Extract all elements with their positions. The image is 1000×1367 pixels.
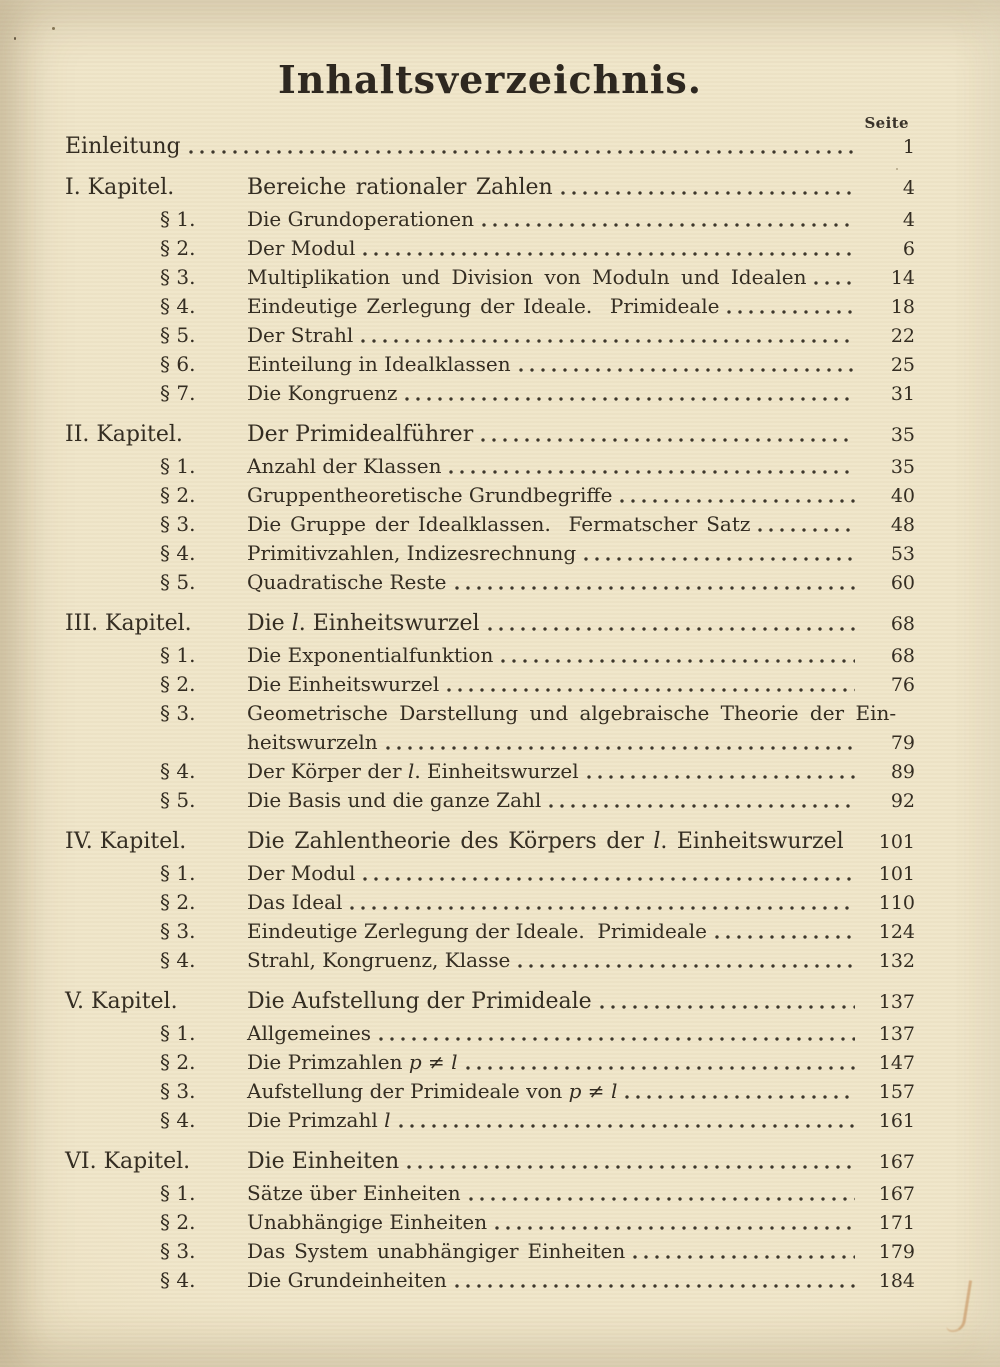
section-number: § 4. [160,1108,196,1132]
section-row [65,1019,915,1048]
page-number: 14 [890,267,915,289]
page-number: 76 [890,674,915,696]
entry-title: Das System unabhängiger Einheiten [247,1239,626,1263]
dot-leader [727,310,855,314]
section-row [65,1208,915,1237]
entry-title: Anzahl der Klassen [247,454,442,478]
section-number: § 3. [160,701,196,725]
chapter-row [65,827,915,856]
chapter-number: IV. Kapitel. [65,829,187,854]
chapter-number: III. Kapitel. [65,611,192,636]
page-number: 4 [902,177,915,199]
dot-leader [455,586,856,590]
page-number: 101 [878,863,915,885]
section-row [65,1106,915,1135]
section-number: § 4. [160,948,196,972]
entry-title: Die Gruppe der Idealklassen. Fermatscher Satz [247,512,751,536]
entry-title: Multiplikation und Division von Moduln und Idealen [247,265,807,289]
entry-title: Eindeutige Zerlegung der Ideale. Primideale [247,294,720,318]
toc-entry-einleitung [65,132,915,161]
section-row [65,786,915,815]
chapter-title: Die Aufstellung der Primideale [247,989,592,1014]
section-number: § 2. [160,483,196,507]
dot-leader [561,191,855,195]
page-number: 89 [890,761,915,783]
entry-title: Primitivzahlen, Indizesrechnung [247,541,577,565]
section-row [65,917,915,946]
paper-speck [52,27,55,30]
chapter-row [65,420,915,449]
dot-leader [758,528,855,532]
dot-leader [363,877,855,881]
section-row [65,1266,915,1295]
page-number: 147 [878,1052,915,1074]
page-number: 79 [890,732,915,754]
section-number: § 2. [160,672,196,696]
page-number: 48 [890,514,915,536]
dot-leader [625,1095,855,1099]
section-row [65,1179,915,1208]
section-row [65,263,915,292]
entry-title: Der Modul [247,236,356,260]
entry-title: Die Grundoperationen [247,207,474,231]
dot-leader [189,150,855,154]
entry-title: Die Basis und die ganze Zahl [247,788,542,812]
section-number: § 1. [160,1181,196,1205]
page-number: 171 [878,1212,915,1234]
entry-title: Gruppentheoretische Grundbegriffe [247,483,613,507]
section-row-wrapped-line2 [65,728,915,757]
section-number: § 1. [160,207,196,231]
chapter-row [65,173,915,202]
page-number: 137 [878,1023,915,1045]
section-number: § 5. [160,323,196,347]
section-row [65,859,915,888]
entry-title: Die Exponentialfunktion [247,643,494,667]
section-row [65,539,915,568]
dot-leader [481,438,855,442]
page-number: 184 [878,1270,915,1292]
dot-leader [814,281,855,285]
page-number: 6 [902,238,915,260]
chapter-row [65,987,915,1016]
entry-title: Die Einheitswurzel [247,672,440,696]
dot-leader [449,470,855,474]
section-row [65,757,915,786]
section-number: § 4. [160,759,196,783]
page-number: 60 [890,572,915,594]
entry-title: Das Ideal [247,890,343,914]
page-number: 35 [890,456,915,478]
page-number: 4 [902,209,915,231]
section-row [65,641,915,670]
section-number: § 1. [160,1021,196,1045]
section-row [65,670,915,699]
section-row [65,205,915,234]
dot-leader [549,804,855,808]
page-number: 101 [878,831,915,853]
dot-leader [519,368,855,372]
section-number: § 1. [160,643,196,667]
chapter-row [65,609,915,638]
entry-title: Der Modul [247,861,356,885]
page-number: 25 [890,354,915,376]
page-number: 110 [878,892,915,914]
section-row [65,292,915,321]
section-row [65,1237,915,1266]
page-number: 22 [890,325,915,347]
dot-leader [447,688,855,692]
entry-title: Allgemeines [247,1021,372,1045]
page-number: 35 [890,424,915,446]
dot-leader [386,746,855,750]
section-row [65,481,915,510]
section-row [65,1048,915,1077]
entry-title: Die Primzahl l [247,1108,391,1132]
paper-speck [14,37,16,40]
section-number: § 5. [160,570,196,594]
page-number: 40 [890,485,915,507]
section-number: § 3. [160,1079,196,1103]
dot-leader [379,1037,855,1041]
section-row [65,888,915,917]
section-number: § 7. [160,381,196,405]
chapter-number: VI. Kapitel. [65,1149,191,1174]
dot-leader [715,935,855,939]
section-number: § 4. [160,294,196,318]
section-number: § 3. [160,265,196,289]
dot-leader [501,659,855,663]
chapter-title: Die l. Einheitswurzel [247,611,480,636]
page-number: 157 [878,1081,915,1103]
entry-title: Sätze über Einheiten [247,1181,461,1205]
dot-leader [600,1005,855,1009]
entry-title: Der Körper der l. Einheitswurzel [247,759,579,783]
section-row [65,350,915,379]
entry-title: Die Primzahlen p ≠ l [247,1050,458,1074]
section-number: § 1. [160,454,196,478]
dot-leader [488,627,855,631]
entry-title: Unabhängige Einheiten [247,1210,488,1234]
section-row [65,568,915,597]
section-row [65,510,915,539]
dot-leader [350,906,855,910]
chapter-title: Bereiche rationaler Zahlen [247,175,553,200]
dot-leader [407,1165,855,1169]
page-title: Inhaltsverzeichnis. [278,57,702,102]
section-number: § 2. [160,890,196,914]
section-number: § 1. [160,861,196,885]
dot-leader [469,1197,855,1201]
pencil-mark [946,1278,972,1334]
chapter-number: V. Kapitel. [65,989,178,1014]
chapter-row [65,1147,915,1176]
dot-leader [399,1124,855,1128]
toc-column [65,0,915,1295]
section-number: § 4. [160,1268,196,1292]
dot-leader [361,339,855,343]
entry-title: Die Kongruenz [247,381,398,405]
dot-leader [620,499,855,503]
entry-title: Die Grundeinheiten [247,1268,447,1292]
entry-title: Einleitung [65,134,181,159]
section-number: § 2. [160,1050,196,1074]
entry-title: Quadratische Reste [247,570,447,594]
section-row [65,234,915,263]
entry-title: Geometrische Darstellung und algebraische Theorie der Ein- [247,701,897,725]
entry-title: Eindeutige Zerlegung der Ideale. Primideale [247,919,707,943]
entry-title-continued: heitswurzeln [247,730,378,754]
page-number: 161 [878,1110,915,1132]
dot-leader [518,964,855,968]
section-number: § 2. [160,236,196,260]
dot-leader [466,1066,855,1070]
section-number: § 3. [160,512,196,536]
page-number: 167 [878,1183,915,1205]
page-number: 68 [890,645,915,667]
entry-title: Strahl, Kongruenz, Klasse [247,948,511,972]
chapter-number: I. Kapitel. [65,175,175,200]
section-number: § 5. [160,788,196,812]
dot-leader [495,1226,855,1230]
dot-leader [587,775,855,779]
section-number: § 6. [160,352,196,376]
entry-title: Aufstellung der Primideale von p ≠ l [247,1079,618,1103]
page-number: 179 [878,1241,915,1263]
section-number: § 3. [160,1239,196,1263]
chapter-title: Die Zahlentheorie des Körpers der l. Einheitswurzel [247,829,844,854]
section-number: § 2. [160,1210,196,1234]
page-number: 53 [890,543,915,565]
section-row [65,321,915,350]
page-number: 31 [890,383,915,405]
dot-leader [633,1255,855,1259]
page-number: 92 [890,790,915,812]
dot-leader [482,223,855,227]
dot-leader [405,397,855,401]
dot-leader [455,1284,855,1288]
section-row [65,1077,915,1106]
chapter-number: II. Kapitel. [65,422,183,447]
chapter-title: Die Einheiten [247,1149,400,1174]
entry-title: Der Strahl [247,323,354,347]
page-column-header: Seite [864,114,909,132]
dot-leader [363,252,855,256]
section-row [65,452,915,481]
page-number: 167 [878,1151,915,1173]
dot-leader [584,557,855,561]
section-row [65,946,915,975]
section-row-wrapped-line1 [65,699,915,728]
page-number: 18 [890,296,915,318]
page-number: 132 [878,950,915,972]
entry-title: Einteilung in Idealklassen [247,352,511,376]
section-row [65,379,915,408]
page-number: 68 [890,613,915,635]
section-number: § 3. [160,919,196,943]
section-number: § 4. [160,541,196,565]
page-number: 124 [878,921,915,943]
leader-spacer [852,845,855,849]
page-number: 137 [878,991,915,1013]
page-number: 1 [902,136,915,158]
chapter-title: Der Primidealführer [247,422,474,447]
